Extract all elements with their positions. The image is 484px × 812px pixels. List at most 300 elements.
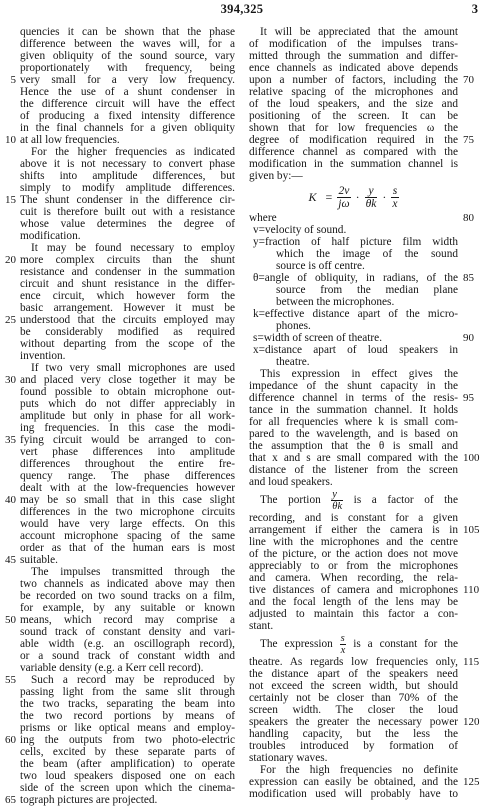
text-line: [249, 308, 458, 320]
line-text: the beam (after amplification) to operate: [20, 758, 235, 770]
text-line: [249, 572, 458, 584]
line-text: modification used will probably have to: [249, 788, 458, 800]
definition-list: [249, 224, 474, 368]
line-text: arrangement if either the camera is in: [249, 524, 458, 536]
margin-line-number: 90: [463, 332, 474, 344]
line-text: for example, by any suitable or known: [20, 602, 235, 614]
margin-line-number: 20: [5, 254, 16, 266]
line-text: dealt with at the low-frequencies however: [20, 482, 235, 494]
where-label: [249, 212, 474, 224]
text-line: [249, 320, 458, 332]
line-text: stationary waves.: [249, 752, 328, 764]
line-text: shown that for low frequencies ω the: [249, 122, 458, 134]
text-line: [249, 428, 458, 440]
line-text: not exceed the screen width, but should: [249, 680, 458, 692]
definition-item: [249, 224, 458, 236]
text-line: [249, 62, 458, 74]
fraction: [331, 489, 343, 512]
text-line: [20, 698, 235, 710]
line-text: Hence the use of a shunt condenser in: [20, 86, 235, 98]
text-line: [20, 458, 235, 470]
line-text: impedance of the shunt capacity in the: [249, 380, 458, 392]
line-text: difference channel in terms of the resis-: [249, 392, 458, 404]
line-text: for all frequencies where k is small com-: [249, 416, 458, 428]
line-text: theatre. As regards low frequencies only,: [249, 656, 458, 668]
margin-line-number: 70: [463, 74, 474, 86]
line-text: vert phase differences into amplitude: [20, 446, 235, 458]
line-text: would have very large effects. On this: [20, 518, 235, 530]
formula: [249, 182, 458, 212]
text-line: [249, 224, 458, 236]
text-line: [20, 26, 235, 38]
text-line: [5, 254, 235, 266]
paragraph: [5, 26, 235, 146]
text-line: [249, 476, 458, 488]
line-text: expression can easily be obtained, and the: [249, 776, 458, 788]
margin-line-number: 100: [463, 452, 480, 464]
text-line: [20, 626, 235, 638]
text-line: [5, 314, 235, 326]
margin-line-number: 80: [463, 212, 474, 224]
text-line: [249, 656, 480, 668]
margin-line-number: 55: [5, 674, 16, 686]
line-text: tograph pictures are projected.: [20, 794, 158, 806]
line-text: suitable.: [20, 554, 58, 566]
line-text: For the higher frequencies as indicated: [31, 146, 235, 158]
text-line: [20, 662, 235, 674]
line-text: and camera. When recording, the rela-: [249, 572, 458, 584]
text-line: [249, 380, 458, 392]
line-text: simply to modify amplitude differences.: [20, 182, 235, 194]
text-line: [5, 134, 235, 146]
text-line: [20, 122, 235, 134]
line-text: at all low frequencies.: [20, 134, 120, 146]
text-line: [249, 368, 458, 380]
line-text: ing the outputs from two photo-electric: [20, 734, 235, 746]
text-line: [20, 650, 235, 662]
paragraph: [249, 632, 480, 764]
formula-operator: ·: [355, 189, 360, 204]
line-text: tance in the summation channel. It holds: [249, 404, 458, 416]
line-text: shifts into amplitude differences, but: [20, 170, 235, 182]
margin-line-number: 45: [5, 554, 16, 566]
line-text: the distance apart of the speakers need: [249, 668, 458, 680]
text-line: [249, 74, 474, 86]
line-text: side of the screen upon which the cinema-: [20, 782, 235, 794]
line-text: The shunt condenser in the difference cir-: [20, 194, 235, 206]
text-line: [20, 506, 235, 518]
line-text: the difference circuit will have the effect: [20, 98, 235, 110]
line-text: order as that of the human ears is most: [20, 542, 235, 554]
text-line: [20, 62, 235, 74]
text-line: [249, 272, 474, 284]
text-line: [249, 260, 458, 272]
text-line: [249, 344, 458, 356]
margin-line-number: 120: [463, 716, 480, 728]
margin-line-number: 60: [5, 734, 16, 746]
line-text: prisms or like optical means and employ-: [20, 722, 235, 734]
line-text: This expression in effect gives the: [260, 368, 458, 380]
text-line: [249, 692, 458, 704]
line-text: two loud speakers disposed one on each: [20, 770, 235, 782]
margin-line-number: 10: [5, 134, 16, 146]
line-text: where: [249, 212, 277, 224]
fraction-numerator: y: [332, 488, 337, 500]
line-text: circuit and shunt resistance in the differ-: [20, 278, 235, 290]
paragraph: [249, 26, 474, 182]
line-text: able width (e.g. an oscillograph record),: [20, 638, 235, 650]
text-line: [20, 278, 235, 290]
line-text: recording, and is constant for a given: [249, 512, 458, 524]
line-text: v=velocity of sound.: [253, 224, 347, 236]
text-line: [249, 524, 480, 536]
text-line: [249, 752, 458, 764]
text-line: [20, 98, 235, 110]
fraction: [391, 185, 398, 210]
margin-line-number: 115: [463, 656, 480, 668]
definition-item: [249, 272, 474, 308]
text-line: [20, 638, 235, 650]
text-line: [249, 50, 458, 62]
text-line: [5, 674, 235, 686]
line-text: ing frequencies. In this case the modi-: [20, 422, 235, 434]
line-text: variable density (e.g. a Kerr cell record).: [20, 662, 204, 674]
fraction-denominator: θk: [365, 197, 377, 210]
text-line: [249, 716, 480, 728]
text-line: [249, 776, 480, 788]
text-line: [249, 236, 458, 248]
line-text: be recorded on two sound tracks on a film,: [20, 590, 235, 602]
fraction-denominator: jω: [338, 197, 350, 210]
paragraph: [5, 674, 235, 806]
text-line: [249, 38, 458, 50]
text-line: [249, 110, 458, 122]
text-line: [249, 680, 458, 692]
text-line: [20, 146, 235, 158]
line-text: the assumption that the θ is small and: [249, 440, 458, 452]
text-line: [249, 488, 458, 512]
text-segment: is a factor of the: [343, 494, 458, 506]
line-text: distance of the listener from the screen: [249, 464, 458, 476]
page-number: 3: [471, 2, 478, 16]
fraction-numerator: s: [392, 184, 398, 197]
line-text: of the loud speakers, and the size and: [249, 98, 458, 110]
line-text: quencies it can be shown that the phase: [20, 26, 235, 38]
line-text: quency range. The phase differences: [20, 470, 235, 482]
text-line: [249, 122, 458, 134]
text-line: [20, 470, 235, 482]
text-segment: is a constant for the: [346, 638, 458, 650]
text-line: [20, 482, 235, 494]
text-line: [249, 740, 458, 752]
line-text: given obliquity of the sound source, vary: [20, 50, 235, 62]
line-text: y=fraction of half picture film width: [253, 236, 458, 248]
text-line: [249, 170, 458, 182]
fraction-numerator: y: [368, 184, 374, 197]
text-line: [249, 86, 458, 98]
line-text: Such a record may be reproduced by: [31, 674, 235, 686]
text-line: [20, 686, 235, 698]
paragraph: [5, 362, 235, 566]
text-line: [20, 50, 235, 62]
line-text: line with the microphones and the centre: [249, 536, 458, 548]
line-text: It may be found necessary to employ: [31, 242, 235, 254]
line-text: certainly not be closer than 70% of the: [249, 692, 458, 704]
text-line: [249, 26, 458, 38]
line-text: degree of modification required in the: [249, 134, 458, 146]
definition-item: [249, 344, 458, 368]
text-segment: The expression: [260, 638, 340, 650]
margin-line-number: 105: [463, 524, 480, 536]
line-text: stant.: [249, 620, 274, 632]
text-line: [20, 158, 235, 170]
line-text: positioning of the screen. It can be: [249, 110, 458, 122]
line-text: x=distance apart of loud speakers in: [253, 344, 458, 356]
line-text: cuit is therefore built out with a resistance: [20, 206, 235, 218]
line-text: whose value determines the degree of: [20, 218, 235, 230]
text-segment: The portion: [260, 494, 332, 506]
left-column: [5, 26, 235, 806]
text-line: [20, 542, 235, 554]
text-line: [20, 218, 235, 230]
text-line: [20, 722, 235, 734]
text-line: [20, 710, 235, 722]
text-line: [5, 494, 235, 506]
fraction-numerator: s: [340, 632, 345, 644]
text-line: [249, 332, 474, 344]
text-line: [249, 620, 458, 632]
text-line: [249, 452, 480, 464]
line-text: of producing a fixed intensity difference: [20, 110, 235, 122]
line-text: phones.: [276, 320, 311, 332]
line-text: θ=angle of obliquity, in radians, of the: [253, 272, 458, 284]
paragraph: [5, 146, 235, 242]
paragraph: [249, 488, 480, 632]
margin-line-number: 95: [463, 392, 474, 404]
line-text: ence circuit, which however form the: [20, 290, 235, 302]
line-text: s=width of screen of theatre.: [253, 332, 383, 344]
text-line: [249, 764, 458, 776]
line-text: which the image of the sound: [276, 248, 458, 260]
text-line: [249, 158, 458, 170]
paragraph: [249, 368, 480, 488]
line-text: be considerably modified as required: [20, 326, 235, 338]
line-text: the two record portions by means of: [20, 710, 235, 722]
line-text: It will be appreciated that the amount: [260, 26, 458, 38]
text-line: [20, 86, 235, 98]
text-line: [249, 356, 458, 368]
text-line: [20, 602, 235, 614]
text-line: [20, 338, 235, 350]
fraction: [337, 185, 350, 210]
line-text: and placed very close together it may be: [20, 374, 235, 386]
line-text: without departing from the scope of the: [20, 338, 235, 350]
text-line: [20, 290, 235, 302]
text-line: [249, 146, 458, 158]
line-text: amplitude but only in phase for all work-: [20, 410, 235, 422]
text-line: [20, 230, 235, 242]
formula-equals: =: [325, 189, 333, 204]
formula-operator: ·: [382, 189, 387, 204]
line-text: modification in the summation channel is: [249, 158, 458, 170]
text-line: [249, 788, 458, 800]
text-line: [5, 794, 235, 806]
line-text: of modification of the impulses trans-: [249, 38, 458, 50]
margin-line-number: 25: [5, 314, 16, 326]
text-line: [249, 536, 458, 548]
line-text: above it is not necessary to convert phase: [20, 158, 235, 170]
text-line: [20, 170, 235, 182]
text-line: [20, 242, 235, 254]
line-text: in the final channels for a given obliquity: [20, 122, 235, 134]
line-text: source from the median plane: [276, 284, 458, 296]
margin-line-number: 15: [5, 194, 16, 206]
margin-line-number: 5: [10, 74, 16, 86]
fraction-denominator: x: [392, 197, 398, 210]
line-text: invention.: [20, 350, 66, 362]
text-line: [249, 98, 458, 110]
line-text: tive distances of camera and microphones: [249, 584, 458, 596]
margin-line-number: 65: [5, 794, 16, 806]
line-text: screen width. The closer the loud: [249, 704, 458, 716]
text-line: [249, 704, 458, 716]
text-line: [20, 350, 235, 362]
margin-line-number: 125: [463, 776, 480, 788]
line-text: source is off centre.: [276, 260, 365, 272]
text-line: [20, 302, 235, 314]
text-line: [5, 434, 235, 446]
line-text: very small for a very low frequency.: [20, 74, 235, 86]
line-text: given by:—: [249, 170, 303, 182]
line-text: understood that the circuits employed may: [20, 314, 235, 326]
margin-line-number: 50: [5, 614, 16, 626]
text-line: [5, 194, 235, 206]
right-column: [249, 26, 480, 800]
margin-line-number: 40: [5, 494, 16, 506]
definition-item: [249, 332, 474, 344]
text-line: [249, 608, 458, 620]
text-line: [249, 404, 458, 416]
text-line: [20, 782, 235, 794]
fraction: [365, 185, 378, 210]
line-text: adjusted to maintain this factor a con-: [249, 608, 458, 620]
text-line: [249, 728, 458, 740]
text-line: [249, 560, 458, 572]
line-text: If two very small microphones are used: [31, 362, 235, 374]
text-line: [20, 410, 235, 422]
line-text: appreciably to or from the microphones: [249, 560, 458, 572]
margin-line-number: 110: [463, 584, 480, 596]
line-text: two channels as indicated above may then: [20, 578, 235, 590]
text-line: [20, 518, 235, 530]
text-line: [20, 578, 235, 590]
line-text: upon a number of factors, including the: [249, 74, 458, 86]
text-line: [20, 362, 235, 374]
line-text: cells, excited by these separate parts of: [20, 746, 235, 758]
text-line: [20, 110, 235, 122]
text-line: [249, 392, 474, 404]
margin-line-number: 35: [5, 434, 16, 446]
text-line: [249, 596, 458, 608]
line-text: ence channels as indicated above depends: [249, 62, 458, 74]
line-text: difference between the waves will, for a: [20, 38, 235, 50]
text-line: [249, 464, 458, 476]
text-line: [249, 440, 458, 452]
line-text: mitted through the summation and differ-: [249, 50, 458, 62]
text-line: [20, 446, 235, 458]
line-text: of the picture, or the action does not move: [249, 548, 458, 560]
formula-lhs: K: [308, 189, 317, 204]
text-line: [20, 422, 235, 434]
text-line: [249, 584, 480, 596]
text-line: [20, 182, 235, 194]
text-line: [249, 548, 458, 560]
line-text: The impulses transmitted through the: [31, 566, 235, 578]
line-text: account microphone spacing of the same: [20, 530, 235, 542]
text-line: [249, 668, 458, 680]
fraction-denominator: θk: [332, 500, 343, 512]
text-line: [249, 632, 458, 656]
line-text: relative spacing of the microphones and: [249, 86, 458, 98]
line-text: troubles introduced by formation of: [249, 740, 458, 752]
line-text: resistance and condenser in the summation: [20, 266, 235, 278]
line-text: pared to the wavelength, and is based on: [249, 428, 458, 440]
line-text: proportionately with frequency, being: [20, 62, 235, 74]
line-text: differences in the two microphone circuits: [20, 506, 235, 518]
text-line: [20, 38, 235, 50]
line-text: basic arrangement. However it must be: [20, 302, 235, 314]
line-text: more complex circuits than the shunt: [20, 254, 235, 266]
text-line: [20, 530, 235, 542]
text-line: [20, 746, 235, 758]
paragraph: [5, 566, 235, 674]
line-text: fying circuit would be arranged to con-: [20, 434, 235, 446]
line-text: For the high frequencies no definite: [260, 764, 458, 776]
text-line: [20, 398, 235, 410]
text-line: [5, 614, 235, 626]
line-text: difference channel as compared with the: [249, 146, 458, 158]
fraction-denominator: x: [340, 644, 346, 656]
definition-item: [249, 308, 458, 332]
line-text: or a sound track of constant width and: [20, 650, 235, 662]
text-line: [10, 74, 235, 86]
text-line: [5, 554, 235, 566]
text-line: [20, 206, 235, 218]
text-line: [20, 566, 235, 578]
text-line: [5, 374, 235, 386]
line-text: differences throughout the entire fre-: [20, 458, 235, 470]
text-line: [20, 770, 235, 782]
text-line: [20, 326, 235, 338]
text-line: [20, 266, 235, 278]
line-text: puts which do not differ appreciably in: [20, 398, 235, 410]
line-text: theatre.: [276, 356, 310, 368]
text-line: [249, 284, 458, 296]
line-text: may be so small that in this case slight: [20, 494, 235, 506]
line-text: between the microphones.: [276, 296, 395, 308]
text-line: [249, 248, 458, 260]
fraction-numerator: 2v: [338, 184, 350, 197]
text-line: [20, 758, 235, 770]
line-text: the two tracks, separating the beam into: [20, 698, 235, 710]
text-line: [249, 212, 474, 224]
text-line: [20, 590, 235, 602]
line-text: that x and s are small compared with the: [249, 452, 458, 464]
paragraph: [5, 242, 235, 362]
line-text: means, which record may comprise a: [20, 614, 235, 626]
margin-line-number: 75: [463, 134, 474, 146]
margin-line-number: 85: [463, 272, 474, 284]
